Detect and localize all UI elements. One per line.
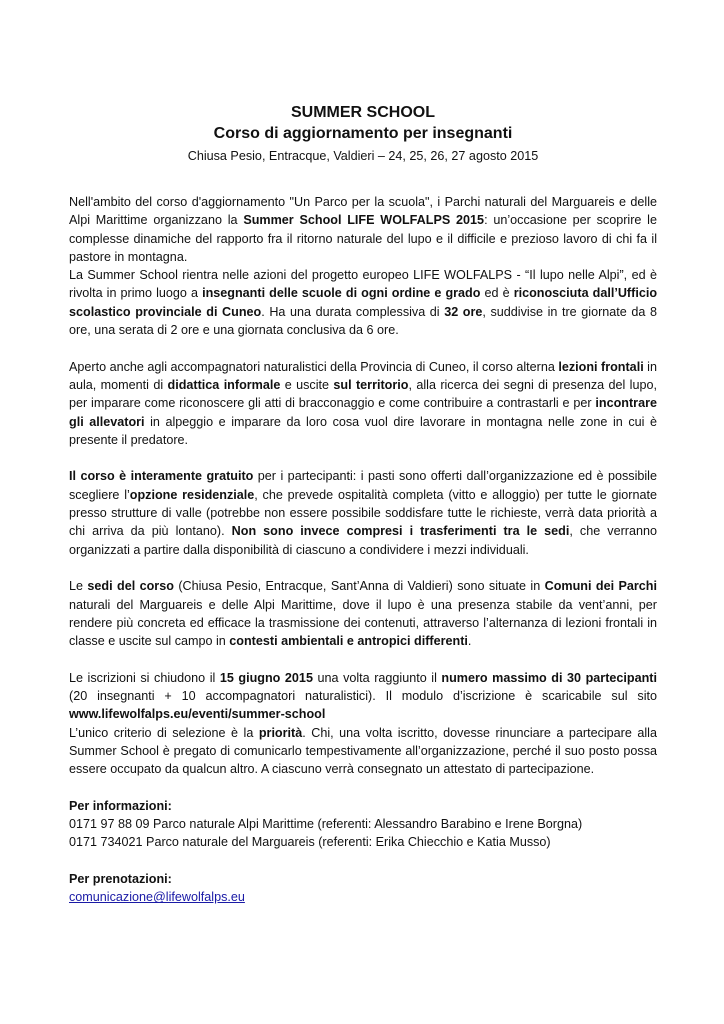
bold-text: didattica informale <box>167 377 281 392</box>
text: Le <box>69 579 88 594</box>
spacer <box>69 852 657 870</box>
bold-text: insegnanti delle scuole di ogni ordine e grado <box>202 286 481 301</box>
bold-text: Comuni dei Parchi <box>544 579 657 594</box>
text: . <box>467 634 472 649</box>
text: e uscite <box>280 377 334 392</box>
info-heading: Per informazioni: <box>69 798 172 813</box>
text: naturali del Marguareis e delle Alpi Marittime, dove il lupo è una presenza stabile da vent’anni, per rendere più concreta ed efficace la trasmissione dei contenuti, attraverso l’alternanza di lezioni frontali in classe e uscite sul campo in <box>69 597 657 649</box>
paragraph-project <box>69 266 657 339</box>
text: ed è <box>480 286 514 301</box>
paragraph-registration <box>69 669 657 724</box>
spacer <box>69 559 657 577</box>
doc-subtitle-heading: Corso di aggiornamento per insegnanti <box>213 125 513 142</box>
text: in alpeggio e imparare da loro cosa vuol dire lavorare in montagna nelle zone in cui è presente il predatore. <box>69 414 658 447</box>
text: una volta raggiunto il <box>312 670 442 685</box>
text: . Ha una durata complessiva di <box>261 304 445 319</box>
text: , che prevede ospitalità completa (vitto e alloggio) per tutte le giornate presso strutture di valle (potrebbe non essere possibile soddisfare tutte le richieste, verrà data priorità a chi arriva da più lontano). <box>69 487 658 539</box>
bold-text: Summer School LIFE WOLFALPS 2015 <box>243 213 485 228</box>
bold-text: Il corso è interamente gratuito <box>69 469 254 484</box>
bold-text: opzione residenziale <box>129 487 255 502</box>
text: L’unico criterio di selezione è la <box>69 725 259 740</box>
spacer <box>69 779 657 797</box>
paragraph-locations <box>69 577 657 650</box>
booking-section <box>69 870 657 907</box>
paragraph-intro <box>69 193 657 266</box>
bold-text: 32 ore <box>444 304 483 319</box>
spacer <box>69 650 657 668</box>
bold-text: numero massimo di 30 partecipanti <box>441 670 657 685</box>
text: per i partecipanti: i pasti sono offerti dall’organizzazione ed è possibile scegliere l’ <box>69 469 657 502</box>
bold-text: incontrare gli allevatori <box>69 396 657 429</box>
booking-heading: Per prenotazioni: <box>69 871 172 886</box>
info-section <box>69 797 657 852</box>
text: . Chi, una volta iscritto, dovesse rinunciare a partecipare alla Summer School è pregato di comunicarlo tempestivamente all’organizzazione, perché il suo posto possa essere occupato da qualcun altro. A ciascuno verrà consegnato un attestato di partecipazione. <box>69 725 657 777</box>
text: : un’occasione per scoprire le complesse dinamiche del rapporto fra il ritorno naturale del lupo e il difficile e prezioso lavoro di chi fa il pastore in montagna. <box>69 213 657 264</box>
doc-title: SUMMER SCHOOL <box>291 104 435 121</box>
bold-text: 15 giugno 2015 <box>219 670 313 685</box>
spacer <box>69 339 657 357</box>
text: , alla ricerca dei segni di presenza del lupo, per imparare come riconoscere gli atti di bracconaggio e come contribuire a contrastarli e per <box>69 377 657 411</box>
text: , suddivise in tre giornate da 8 ore, una serata di 2 ore e una giornata conclusiva da 6 ore. <box>69 304 657 338</box>
text: Aperto anche agli accompagnatori naturalistici della Provincia di Cuneo, il corso alterna <box>69 359 559 374</box>
bold-text: Non sono invece compresi i trasferimenti tra le sedi <box>231 524 570 539</box>
text: in aula, momenti di <box>69 359 657 392</box>
bold-text: sul territorio <box>333 377 409 392</box>
bold-text: sedi del corso <box>87 579 174 594</box>
document-page <box>69 102 657 907</box>
text: La Summer School rientra nelle azioni del progetto europeo LIFE WOLFALPS - “Il lupo nelle Alpi”, ed è rivolta in primo luogo a <box>69 268 657 301</box>
bold-text: contesti ambientali e antropici differenti <box>229 634 468 649</box>
text: , che verranno organizzati a partire dalla disponibilità di ciascuno a condividere i mezzi individuali. <box>69 524 657 557</box>
info-contact-line: 0171 97 88 09 Parco naturale Alpi Marittime (referenti: Alessandro Barabino e Irene Borgna) <box>69 817 583 832</box>
booking-email-link[interactable]: comunicazione@lifewolfalps.eu <box>69 890 245 905</box>
paragraph-activities <box>69 358 657 449</box>
website-text: www.lifewolfalps.eu/eventi/summer-school <box>69 707 326 722</box>
spacer <box>69 449 657 467</box>
paragraph-selection <box>69 724 657 779</box>
bold-text: priorità <box>258 725 303 740</box>
bold-text: lezioni frontali <box>558 359 644 374</box>
bold-text: riconosciuta dall’Ufficio scolastico provinciale di Cuneo <box>69 286 658 319</box>
info-contact-line: 0171 734021 Parco naturale del Marguareis (referenti: Erika Chiecchio e Katia Musso) <box>69 835 551 850</box>
text: Le iscrizioni si chiudono il <box>69 670 220 685</box>
spacer <box>69 165 657 193</box>
text: (20 insegnanti + 10 accompagnatori naturalistici). Il modulo d’iscrizione è scaricabile sul sito <box>69 689 657 704</box>
doc-dates: Chiusa Pesio, Entracque, Valdieri – 24, 25, 26, 27 agosto 2015 <box>187 149 539 163</box>
text: Nell'ambito del corso d'aggiornamento "Un Parco per la scuola", i Parchi naturali del Marguareis e delle Alpi Marittime organizzano la <box>69 195 657 228</box>
text: (Chiusa Pesio, Entracque, Sant’Anna di Valdieri) sono situate in <box>173 579 545 594</box>
paragraph-free-course <box>69 467 657 558</box>
